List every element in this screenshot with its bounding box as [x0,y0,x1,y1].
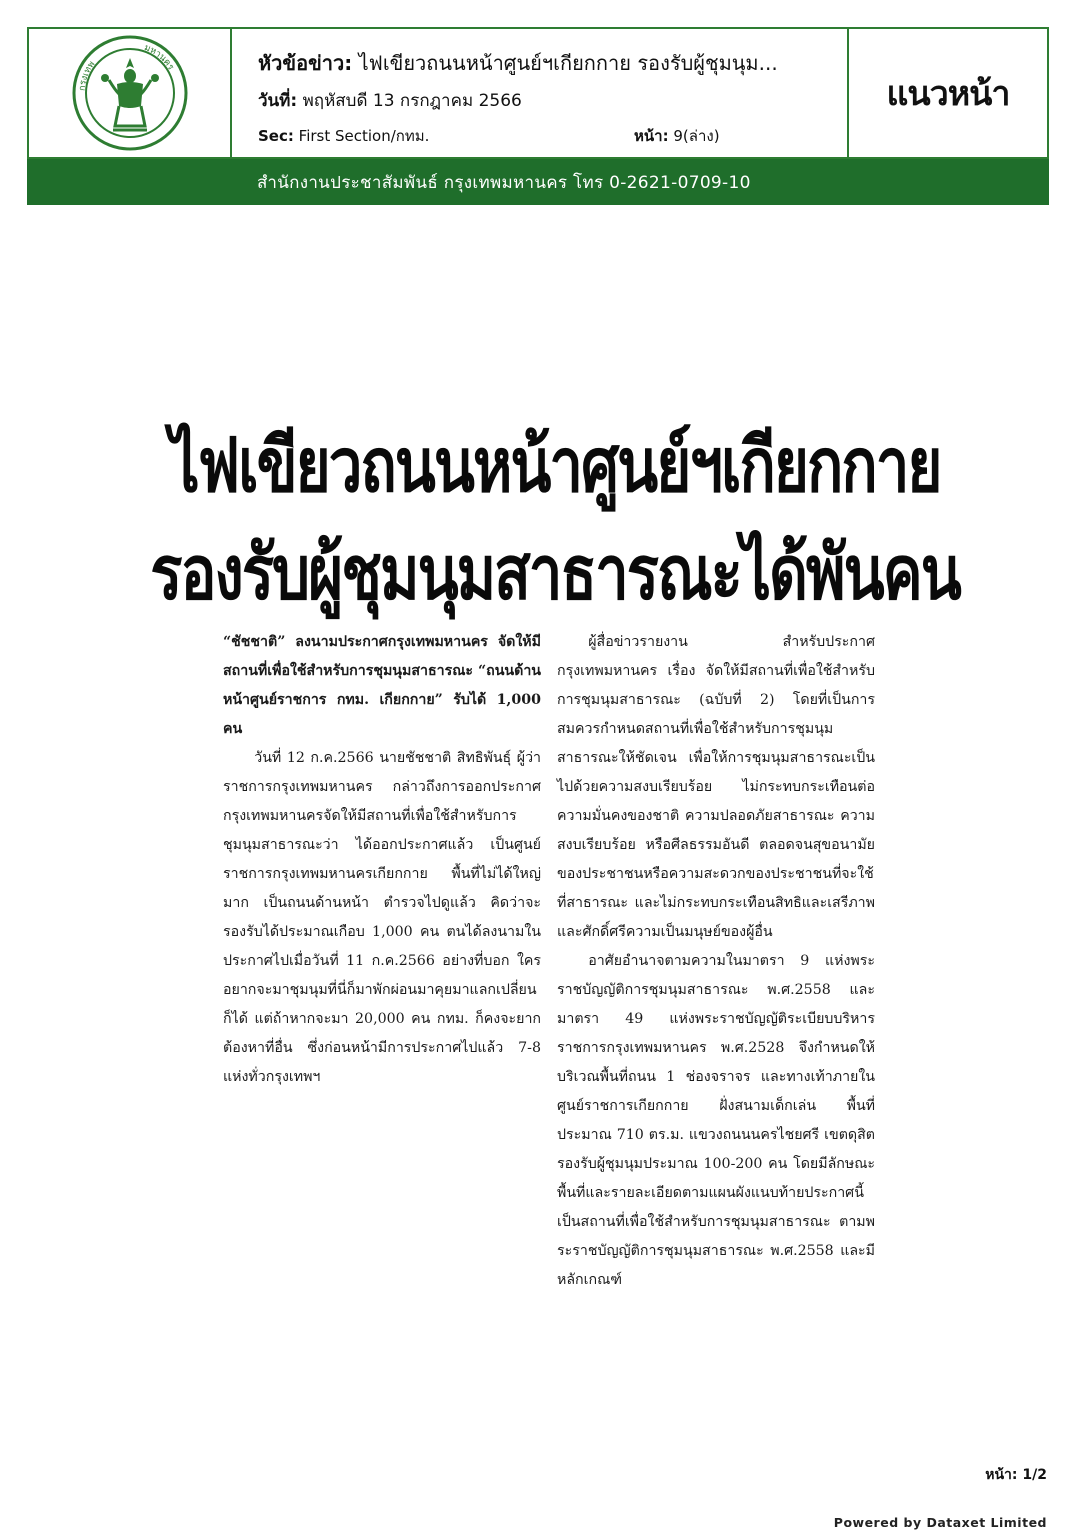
article-column-right [557,628,875,1295]
footer-page-number [985,1464,1047,1486]
footer-page-value: 1/2 [1022,1467,1047,1483]
newspaper-name: แนวหน้า [886,74,1010,114]
article-column-left [223,628,541,1092]
headline-value: ไฟเขียวถนนหน้าศูนย์ฯเกียกกาย รองรับผู้ชุมนุม... [358,51,778,75]
page-ref-label: หน้า: [634,127,669,145]
article-paragraph-3: อาศัยอำนาจตามความในมาตรา 9 แห่งพระราชบัญญัติการชุมนุมสาธารณะ พ.ศ.2558 และมาตรา 49 แห่งพระราชบัญญัติระเบียบบริหารราชการกรุงเทพมหานคร พ.ศ.2528 จึงกำหนดให้บริเวณพื้นที่ถนน 1 ช่องจราจร และทางเท้าภายในศูนย์ราชการเกียกกาย ฝั่งสนามเด็กเล่น พื้นที่ประมาณ 710 ตร.ม. แขวงถนนนครไชยศรี เขตดุสิต รองรับผู้ชุมนุมประมาณ 100-200 คน โดยมีลักษณะพื้นที่และรายละเอียดตามแผนผังแนบท้ายประกาศนี้ เป็นสถานที่เพื่อใช้สำหรับการชุมนุมสาธารณะ ตามพระราชบัญญัติการชุมนุมสาธารณะ พ.ศ.2558 และมีหลักเกณฑ์ [557,953,875,1288]
page-ref-value: 9(ล่าง) [673,127,720,145]
seal-text-right: มหานคร [142,42,176,73]
contact-banner [27,159,1049,205]
clipping-header [27,27,1049,159]
headline-row [258,47,778,79]
article-lead: “ชัชชาติ” ลงนามประกาศกรุงเทพมหานคร จัดให้มีสถานที่เพื่อใช้สำหรับการชุมนุมสาธารณะ “ถนนด้านหน้าศูนย์ราชการ กทม. เกียกกาย” รับได้ 1,000 คน [223,634,541,737]
contact-banner-text: สำนักงานประชาสัมพันธ์ กรุงเทพมหานคร โทร 0-2621-0709-10 [257,172,751,193]
clipping-info [232,29,849,157]
svg-text:มหานคร [142,43,175,72]
powered-by: Powered by Dataxet Limited [833,1515,1047,1530]
newspaper-name-cell [849,29,1047,157]
headline-line-2: รองรับผู้ชุมนุมสาธารณะได้พันคน [150,529,960,617]
bma-seal-icon [71,34,189,152]
logo-cell [29,29,232,157]
headline-label: หัวข้อข่าว: [258,51,353,75]
date-label: วันที่: [258,91,298,111]
sec-row [258,124,429,148]
article-paragraph-2: ผู้สื่อข่าวรายงาน สำหรับประกาศกรุงเทพมหานคร เรื่อง จัดให้มีสถานที่เพื่อใช้สำหรับการชุมนุมสาธารณะ (ฉบับที่ 2) โดยที่เป็นการสมควรกำหนดสถานที่เพื่อใช้สำหรับการชุมนุมสาธารณะให้ชัดเจน เพื่อให้การชุมนุมสาธารณะเป็นไปด้วยความสงบเรียบร้อย ไม่กระทบกระเทือนต่อความมั่นคงของชาติ ความปลอดภัยสาธารณะ ความสงบเรียบร้อย หรือศีลธรรมอันดี ตลอดจนสุขอนามัยของประชาชนหรือความสะดวกของประชาชนที่จะใช้ที่สาธารณะ และไม่กระทบกระเทือนสิทธิและเสรีภาพและศักดิ์ศรีความเป็นมนุษย์ของผู้อื่น [557,634,875,940]
date-value: พฤหัสบดี 13 กรกฎาคม 2566 [302,91,522,111]
seal-text-left: กรุงเทพ [77,59,97,92]
article-headline [75,412,1035,627]
sec-label: Sec: [258,127,294,145]
article-paragraph-1: วันที่ 12 ก.ค.2566 นายชัชชาติ สิทธิพันธุ์ ผู้ว่าราชการกรุงเทพมหานคร กล่าวถึงการออกประกาศกรุงเทพมหานครจัดให้มีสถานที่เพื่อใช้สำหรับการชุมนุมสาธารณะว่า ได้ออกประกาศแล้ว เป็นศูนย์ราชการกรุงเทพมหานครเกียกกาย พื้นที่ไม่ได้ใหญ่มาก เป็นถนนด้านหน้า ตำรวจไปดูแล้ว คิดว่าจะรองรับได้ประมาณเกือบ 1,000 คน ตนได้ลงนามในประกาศไปเมื่อวันที่ 11 ก.ค.2566 อย่างที่บอก ใครอยากจะมาชุมนุมที่นี่ก็มาพักผ่อนมาคุยมาแลกเปลี่ยนก็ได้ แต่ถ้าหากจะมา 20,000 คน กทม. ก็คงจะยากต้องหาที่อื่น ซึ่งก่อนหน้ามีการประกาศไปแล้ว 7-8 แห่งทั่วกรุงเทพฯ [223,750,541,1085]
sec-value: First Section/กทม. [298,127,430,145]
footer-page-label: หน้า: [985,1467,1018,1483]
date-row [258,87,522,114]
headline-line-1: ไฟเขียวถนนหน้าศูนย์ฯเกียกกาย [169,422,941,510]
page-ref [634,124,720,148]
